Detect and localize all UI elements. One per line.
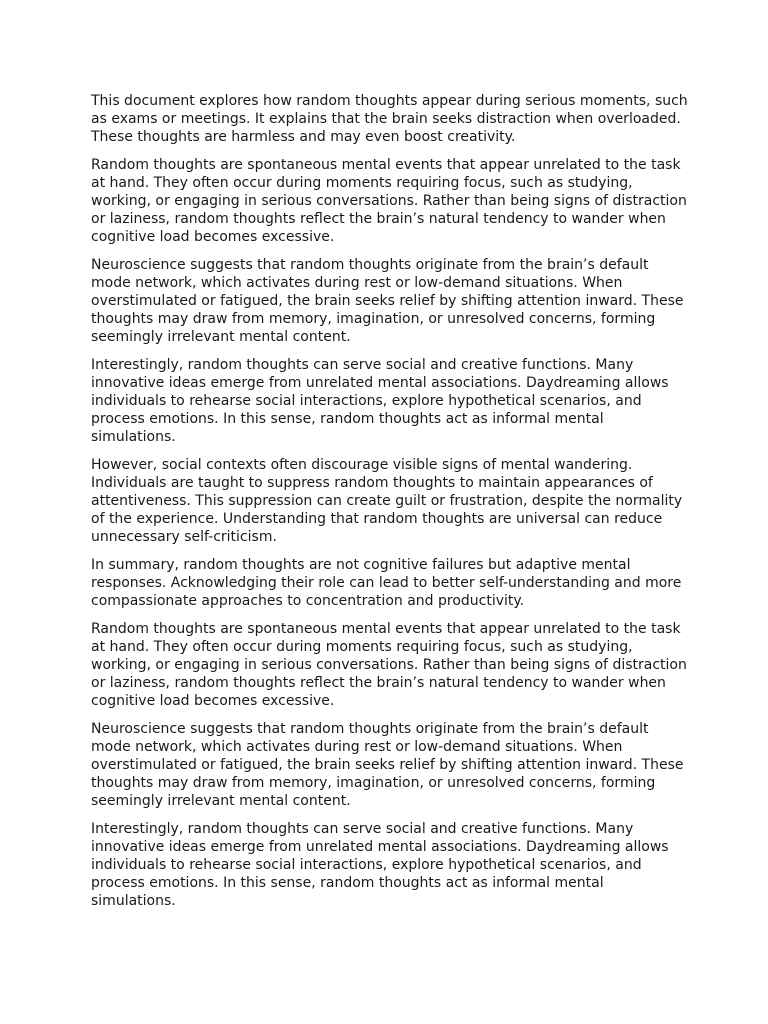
paragraph-functions-repeat: Interestingly, random thoughts can serve social and creative functions. Many innovative ideas emerge from unrelated mental associations. Daydreaming allows individuals to rehearse social interactions, explore hypothetical scenarios, and process emotions. In this sense, random thoughts act as informal mental simulations. [91,821,669,909]
paragraph-definition: Random thoughts are spontaneous mental events that appear unrelated to the task at hand. They often occur during moments requiring focus, such as studying, working, or engaging in serious conversations. Rather than being signs of distraction or laziness, random thoughts reflect the brain’s natural tendency to wander when cognitive load becomes excessive. [91,157,687,245]
paragraph-neuroscience-repeat: Neuroscience suggests that random thoughts originate from the brain’s default mode network, which activates during rest or low-demand situations. When overstimulated or fatigued, the brain seeks relief by shifting attention inward. These thoughts may draw from memory, imagination, or unresolved concerns, forming seemingly irrelevant mental content. [91,721,684,809]
paragraph-social-contexts: However, social contexts often discourage visible signs of mental wandering. Individuals are taught to suppress random thoughts to maintain appearances of attentiveness. This suppression can create guilt or frustration, despite the normality of the experience. Understanding that random thoughts are universal can reduce unnecessary self-criticism. [91,457,683,545]
paragraph-functions: Interestingly, random thoughts can serve social and creative functions. Many innovative ideas emerge from unrelated mental associations. Daydreaming allows individuals to rehearse social interactions, explore hypothetical scenarios, and process emotions. In this sense, random thoughts act as informal mental simulations. [91,357,669,445]
paragraph-conclusion: In summary, random thoughts are not cognitive failures but adaptive mental responses. Acknowledging their role can lead to better self-understanding and more compassionate approaches to concentration and productivity. [91,557,682,609]
document-body [91,92,691,920]
paragraph-neuroscience: Neuroscience suggests that random thoughts originate from the brain’s default mode network, which activates during rest or low-demand situations. When overstimulated or fatigued, the brain seeks relief by shifting attention inward. These thoughts may draw from memory, imagination, or unresolved concerns, forming seemingly irrelevant mental content. [91,257,684,345]
paragraph-definition-repeat: Random thoughts are spontaneous mental events that appear unrelated to the task at hand. They often occur during moments requiring focus, such as studying, working, or engaging in serious conversations. Rather than being signs of distraction or laziness, random thoughts reflect the brain’s natural tendency to wander when cognitive load becomes excessive. [91,621,687,709]
paragraph-summary: This document explores how random thoughts appear during serious moments, such as exams or meetings. It explains that the brain seeks distraction when overloaded. These thoughts are harmless and may even boost creativity. [91,93,688,145]
